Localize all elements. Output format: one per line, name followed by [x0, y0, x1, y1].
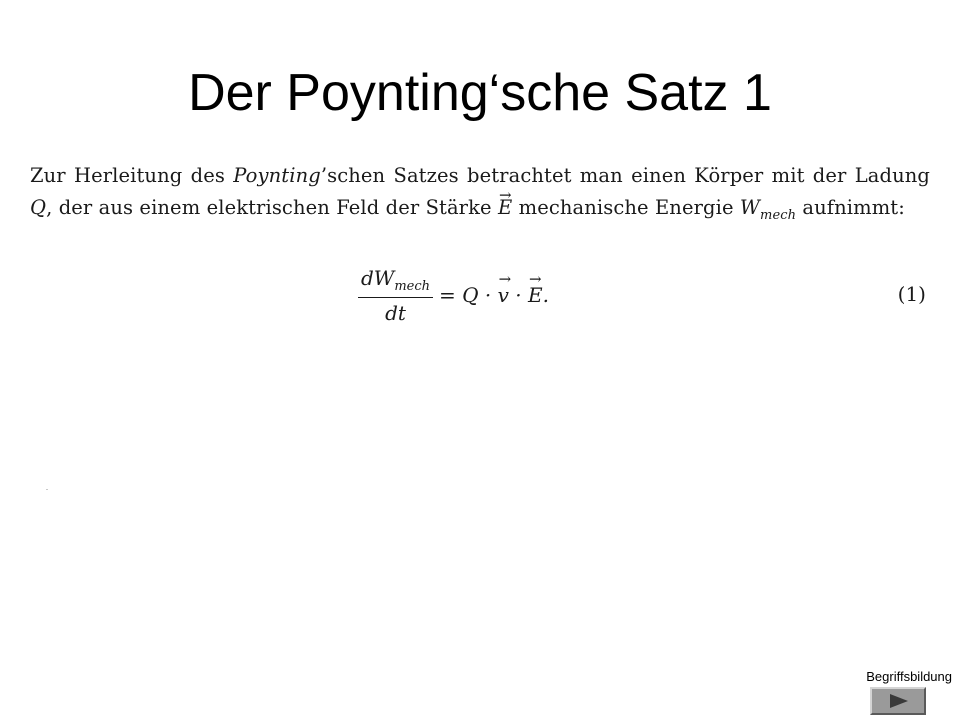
fraction: [358, 266, 433, 325]
intro-paragraph: [30, 160, 930, 232]
text-run: , der aus einem elektrischen Feld der Stärke: [46, 196, 498, 219]
equation-rhs: [439, 283, 549, 307]
text-run: aufnimmt:: [796, 196, 905, 219]
field-vector-symbol: → E: [528, 283, 543, 307]
rhs-dot: ·: [508, 283, 529, 307]
equation-number: (1): [897, 282, 926, 306]
next-slide-button[interactable]: [870, 687, 926, 715]
right-arrow-icon: [890, 694, 908, 708]
text-run: Zur Herleitung des: [30, 164, 234, 187]
image-artifact: [46, 489, 48, 490]
equation: [358, 260, 549, 330]
energy-symbol: W: [739, 196, 761, 219]
charge-symbol: Q: [30, 196, 47, 219]
numerator-subscript: mech: [394, 278, 431, 294]
numerator-variable: dW: [361, 265, 395, 290]
fraction-denominator: dt: [385, 300, 406, 325]
scanned-text-excerpt: [30, 160, 930, 340]
text-run-italic: Poynting: [233, 164, 321, 187]
text-run: ’schen Satzes betrachtet man einen Körper mit der Ladung: [320, 164, 930, 187]
rhs-lead: = Q ·: [439, 283, 498, 307]
text-run: mechanische Energie: [512, 196, 740, 219]
rhs-period: .: [542, 283, 549, 307]
slide-title: Der Poynting‘sche Satz 1: [188, 64, 772, 122]
nav-label: Begriffsbildung: [866, 669, 952, 684]
field-vector-symbol: → E: [498, 192, 512, 224]
velocity-vector-symbol: → v: [498, 283, 509, 307]
energy-subscript: mech: [760, 208, 797, 223]
equation-row: [30, 260, 930, 330]
fraction-numerator: [358, 266, 433, 298]
